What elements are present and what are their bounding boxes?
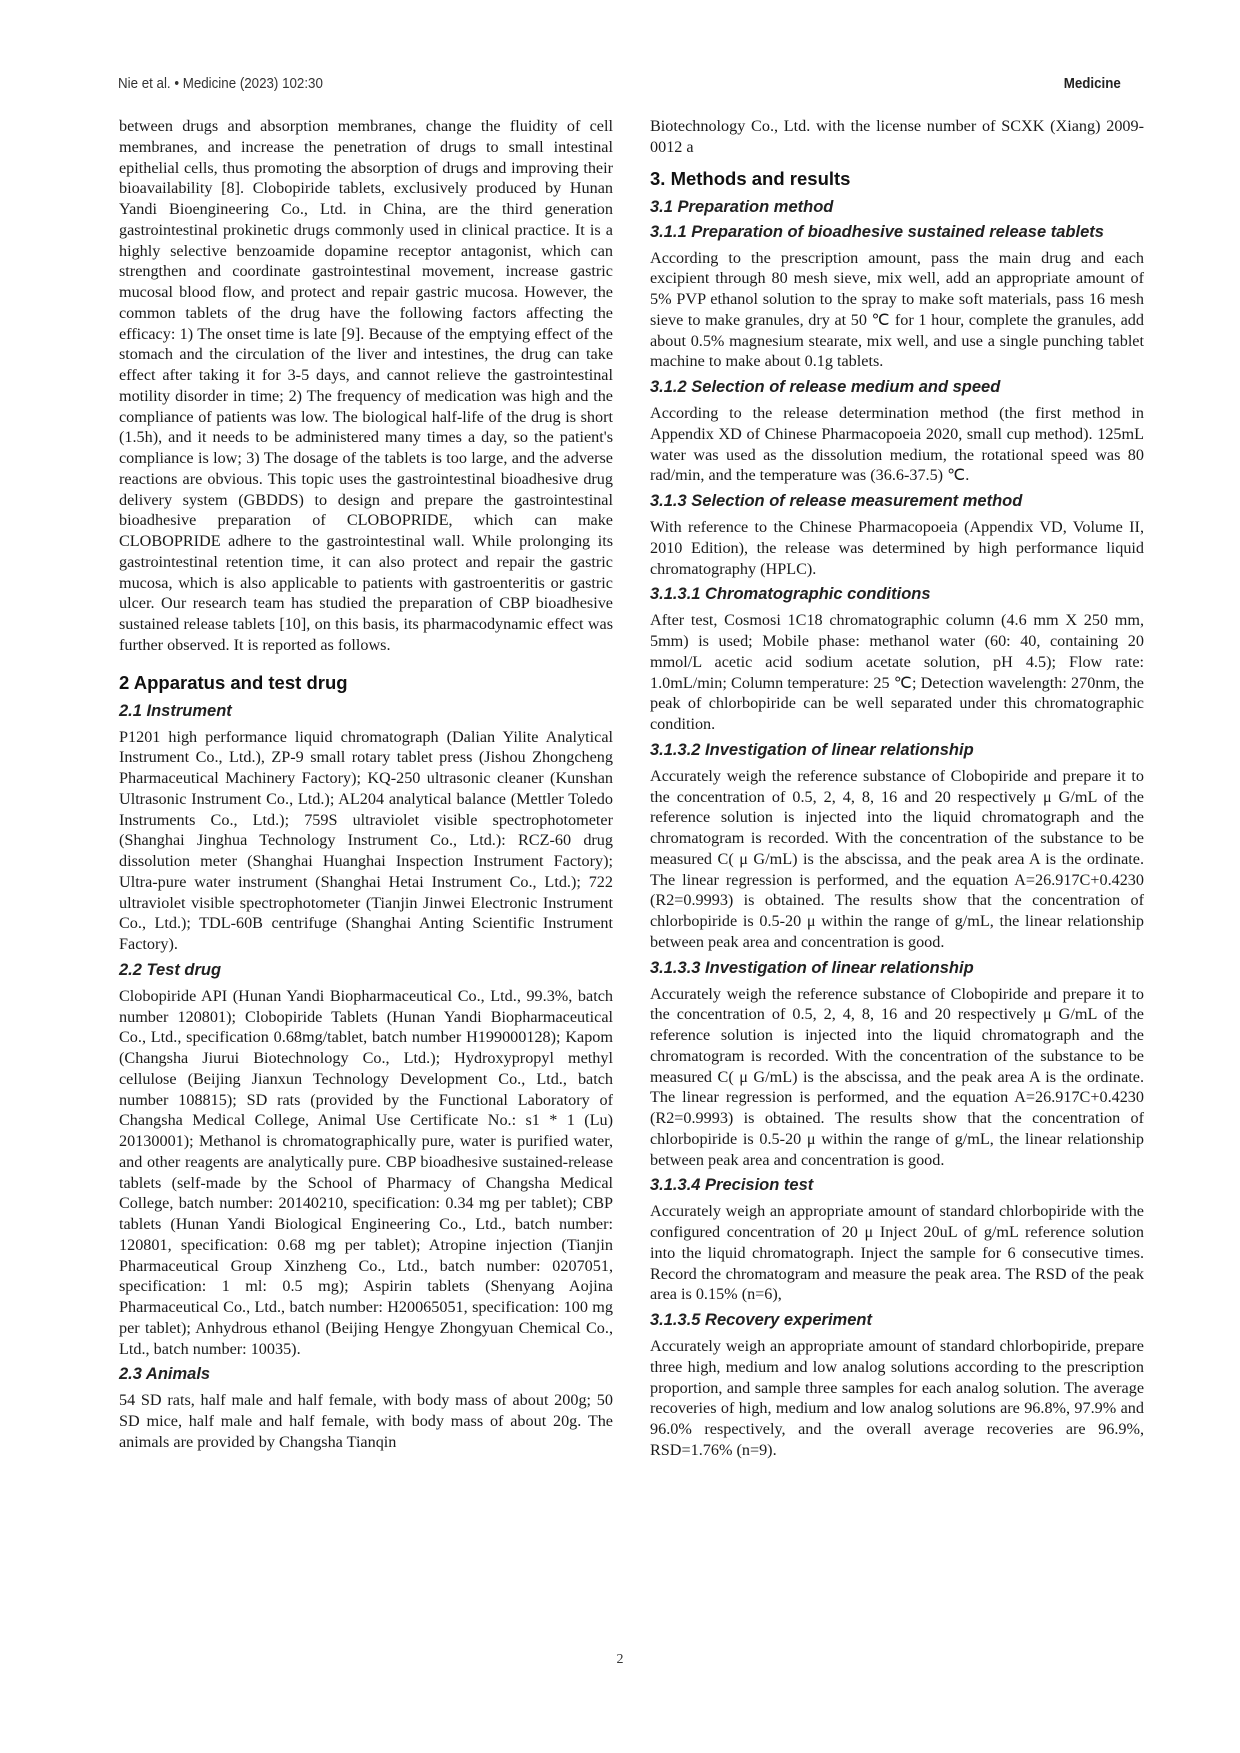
- section-2-3-heading: 2.3 Animals: [119, 1365, 211, 1384]
- intro-paragraph: between drugs and absorption membranes, change the fluidity of cell membranes, and increase the penetration of drugs to small intestinal epithelial cells, thus promoting the absorption of drugs and improving their bioavailability [8]. Clobopiride tablets, exclusively produced by Hunan Yandi Bioengineering Co., Ltd. in China, are the third generation gastrointestinal prokinetic drugs commonly used in clinical practice. It is a highly selective benzoamide dopamine receptor antagonist, which can strengthen and coordinate gastrointestinal movement, increase gastric mucosal blood flow, and protect and repair gastric mucosa. However, the common tablets of the drug have the following factors affecting the efficacy: 1) The onset time is late [9]. Because of the emptying effect of the stomach and the circulation of the liver and intestines, the drug can take effect after taking it for 3-5 days, and cannot relieve the gastrointestinal motility disorder in time; 2) The frequency of medication was high and the compliance of patients was low. The biological half-life of the drug is short (1.5h), and it needs to be administered many times a day, so the patient's compliance is low; 3) The dosage of the tablets is too large, and the adverse reactions are obvious. This topic uses the gastrointestinal bioadhesive drug delivery system (GBDDS) to design and prepare the gastrointestinal bioadhesive preparation of CLOBOPRIDE, which can make CLOBOPRIDE adhere to the gastrointestinal wall. While prolonging its gastrointestinal retention time, it can also protect and repair the gastric mucosa, which is also applicable to patients with gastroenteritis or gastric ulcer. Our research team has studied the preparation of CBP bioadhesive sustained release tablets [10], on this basis, its pharmacodynamic effect was further observed. It is reported as follows.: [119, 117, 613, 654]
- left-column: [119, 116, 613, 1453]
- section-3-1-3-1-heading: 3.1.3.1 Chromatographic conditions: [650, 585, 931, 604]
- section-3-1-3-4-heading: 3.1.3.4 Precision test: [650, 1176, 814, 1195]
- preparation-paragraph: According to the prescription amount, pass the main drug and each excipient through 80 mesh sieve, mix well, add an appropriate amount of 5% PVP ethanol solution to the spray to make soft materials, pass 16 mesh sieve to make granules, dry at 50 ℃ for 1 hour, complete the granules, add about 0.5% magnesium stearate, mix well, and use a single punching tablet machine to make about 0.1g tablets.: [650, 248, 1144, 371]
- section-3-1-3-2-heading: 3.1.3.2 Investigation of linear relationship: [650, 740, 974, 759]
- instrument-paragraph: P1201 high performance liquid chromatograph (Dalian Yilite Analytical Instrument Co., Ltd.), ZP-9 small rotary tablet press (Jishou Zhongcheng Pharmaceutical Machinery Factory); KQ-250 ultrasonic cleaner (Kunshan Ultrasonic Instrument Co., Ltd.); AL204 analytical balance (Mettler Toledo Instruments Co., Ltd.); 759S ultraviolet visible spectrophotometer (Shanghai Jinghua Technology Instrument Co., Ltd.): RCZ-60 drug dissolution meter (Shanghai Huanghai Inspection Instrument Factory); Ultra-pure water instrument (Shanghai Hetai Instrument Co., Ltd.); 722 ultraviolet visible spectrophotometer (Tianjin Jinwei Electronic Instrument Co., Ltd.); TDL-60B centrifuge (Shanghai Anting Scientific Instrument Factory).: [119, 727, 613, 953]
- measurement-method-paragraph: With reference to the Chinese Pharmacopoeia (Appendix VD, Volume II, 2010 Edition), the release was determined by high performance liquid chromatography (HPLC).: [650, 518, 1144, 578]
- animals-paragraph: 54 SD rats, half male and half female, with body mass of about 200g; 50 SD mice, half male and half female, with body mass of about 20g. The animals are provided by Changsha Tianqin: [119, 1391, 613, 1451]
- section-3-heading: 3. Methods and results: [650, 167, 851, 189]
- chromatographic-conditions-paragraph: After test, Cosmosi 1C18 chromatographic column (4.6 mm X 250 mm, 5mm) is used; Mobile phase: methanol water (60: 40, containing 20 mmol/L acetic acid sodium acetate solution, pH 4.5); Flow rate: 1.0mL/min; Column temperature: 25 ℃; Detection wavelength: 270nm, the peak of chlorbopiride can be well separated under this chromatographic condition.: [650, 611, 1144, 733]
- section-3-1-3-heading: 3.1.3 Selection of release measurement method: [650, 492, 1023, 510]
- animals-continued-paragraph: Biotechnology Co., Ltd. with the license number of SCXK (Xiang) 2009-0012 a: [650, 117, 1144, 156]
- section-2-1-heading: 2.1 Instrument: [119, 701, 232, 720]
- release-medium-paragraph: According to the release determination method (the first method in Appendix XD of Chinese Pharmacopoeia 2020, small cup method). 125mL water was used as the dissolution medium, the rotational speed was 80 rad/min, and the temperature was (36.6-37.5) ℃.: [650, 404, 1144, 485]
- section-3-1-heading: 3.1 Preparation method: [650, 197, 834, 216]
- test-drug-paragraph: Clobopiride API (Hunan Yandi Biopharmaceutical Co., Ltd., 99.3%, batch number 120801); Clobopiride Tablets (Hunan Yandi Biopharmaceutical Co., Ltd., specification 0.68mg/tablet, batch number H199000128); Kapom (Changsha Jiurui Biotechnology Co., Ltd.); Hydroxypropyl methyl cellulose (Beijing Jianxun Technology Development Co., Ltd., batch number 108815); SD rats (provided by the Functional Laboratory of Changsha Medical College, Animal Use Certificate No.: s1 * 1 (Lu) 20130001); Methanol is chromatographically pure, water is purified water, and other reagents are analytically pure. CBP bioadhesive sustained-release tablets (self-made by the School of Pharmacy of Changsha Medical College, batch number: 20140210, specification: 0.34 mg per tablet); CBP tablets (Hunan Yandi Biological Engineering Co., Ltd., batch number: 120801, specification: 0.68 mg per tablet); Atropine injection (Tianjin Pharmaceutical Group Xinzheng Co., Ltd., batch number: 0207051, specification: 1 ml: 0.5 mg); Aspirin tablets (Shenyang Aojina Pharmaceutical Co., Ltd., batch number: H20065051, specification: 100 mg per tablet); Anhydrous ethanol (Beijing Hengye Zhongyuan Chemical Co., Ltd., batch number: 10035).: [119, 986, 613, 1358]
- recovery-experiment-paragraph: Accurately weigh an appropriate amount of standard chlorbopiride, prepare three high, medium and low analog solutions according to the prescription proportion, and sample three samples for each analog solution. The average recoveries of high, medium and low analog solutions are 96.8%, 97.9% and 96.0% respectively, and the overall average recoveries are 96.9%, RSD=1.76% (n=9).: [650, 1337, 1144, 1459]
- section-3-1-2-heading: 3.1.2 Selection of release medium and speed: [650, 378, 1001, 396]
- section-3-1-3-3-heading: 3.1.3.3 Investigation of linear relationship: [650, 958, 974, 977]
- section-2-heading: 2 Apparatus and test drug: [119, 671, 348, 693]
- page-number: 2: [616, 1652, 624, 1667]
- section-2-2-heading: 2.2 Test drug: [119, 960, 222, 979]
- citation-header: Nie et al. • Medicine (2023) 102:30: [118, 76, 323, 92]
- linear-relationship-paragraph-1: Accurately weigh the reference substance of Clobopiride and prepare it to the concentration of 0.5, 2, 4, 8, 16 and 20 respectively μ G/mL of the reference solution is injected into the liquid chromatograph and the chromatogram is recorded. With the concentration of the substance to be measured C( μ G/mL) is the abscissa, and the peak area A is the ordinate. The linear regression is performed, and the equation A=26.917C+0.4230 (R2=0.9993) is obtained. The results show that the concentration of chlorbopiride is 0.5-20 μ within the range of g/mL, the linear relationship between peak area and concentration is good.: [650, 766, 1144, 951]
- linear-relationship-paragraph-2: Accurately weigh the reference substance of Clobopiride and prepare it to the concentration of 0.5, 2, 4, 8, 16 and 20 respectively μ G/mL of the reference solution is injected into the liquid chromatograph and the chromatogram is recorded. With the concentration of the substance to be measured C( μ G/mL) is the abscissa, and the peak area A is the ordinate. The linear regression is performed, and the equation A=26.917C+0.4230 (R2=0.9993) is obtained. The results show that the concentration of chlorbopiride is 0.5-20 μ within the range of g/mL, the linear relationship between peak area and concentration is good.: [650, 984, 1144, 1169]
- precision-test-paragraph: Accurately weigh an appropriate amount of standard chlorbopiride with the configured concentration of 20 μ Inject 20uL of g/mL reference solution into the liquid chromatograph. Inject the sample for 6 consecutive times. Record the chromatogram and measure the peak area. The RSD of the peak area is 0.15% (n=6),: [650, 1202, 1144, 1304]
- running-header: [118, 76, 1121, 98]
- journal-name: Medicine: [1063, 76, 1121, 92]
- section-3-1-3-5-heading: 3.1.3.5 Recovery experiment: [650, 1311, 872, 1329]
- section-3-1-1-heading: 3.1.1 Preparation of bioadhesive sustained release tablets: [650, 222, 1104, 241]
- right-column: [650, 116, 1144, 1461]
